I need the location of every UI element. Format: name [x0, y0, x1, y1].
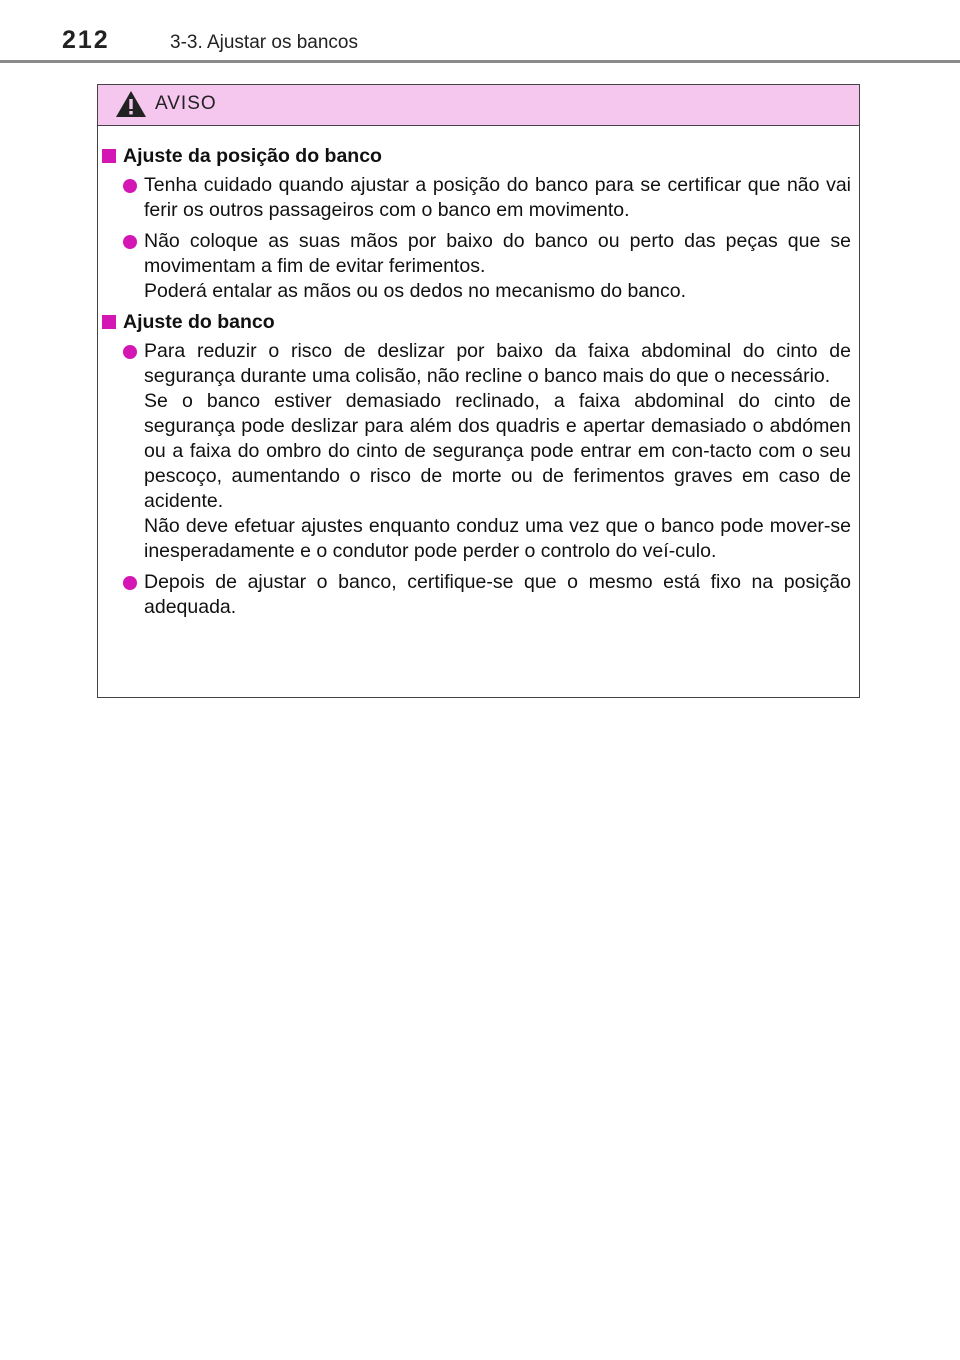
list-item — [98, 173, 851, 223]
page-header — [0, 0, 960, 64]
warning-label: AVISO — [155, 93, 217, 114]
list-item — [98, 339, 851, 564]
section-title: 3-3. Ajustar os bancos — [170, 32, 358, 53]
item-paragraph: Se o banco estiver demasiado reclinado, a faixa abdominal do cinto de segurança pode deslizar para além dos quadris e apertar demasiado o abdómen ou a faixa do ombro do cinto de segurança pode entrar em con-tacto com o seu pescoço, aumentando o risco de morte ou de ferimentos graves em caso de acidente. — [144, 390, 851, 512]
square-bullet-icon — [102, 315, 116, 329]
header-rule — [0, 60, 960, 63]
section-heading — [98, 144, 851, 169]
warning-box — [97, 84, 860, 698]
circle-bullet-icon — [123, 576, 137, 590]
item-paragraph: Poderá entalar as mãos ou os dedos no mecanismo do banco. — [144, 280, 687, 302]
circle-bullet-icon — [123, 235, 137, 249]
section-heading — [98, 310, 851, 335]
warning-body — [98, 126, 859, 620]
item-paragraph: Depois de ajustar o banco, certifique-se que o mesmo está fixo na posição adequada. — [144, 571, 851, 618]
section-heading-text: Ajuste do banco — [123, 311, 275, 333]
list-item — [98, 229, 851, 304]
circle-bullet-icon — [123, 345, 137, 359]
square-bullet-icon — [102, 149, 116, 163]
circle-bullet-icon — [123, 179, 137, 193]
item-paragraph: Não deve efetuar ajustes enquanto conduz uma vez que o banco pode mover-se inesperadamente e o condutor pode perder o controlo do veí-culo. — [144, 515, 851, 562]
page-number: 212 — [62, 26, 110, 54]
section-heading-text: Ajuste da posição do banco — [123, 145, 382, 167]
warning-triangle-icon — [114, 89, 148, 119]
list-item — [98, 570, 851, 620]
item-paragraph: Para reduzir o risco de deslizar por baixo da faixa abdominal do cinto de segurança durante uma colisão, não recline o banco mais do que o necessário. — [144, 340, 851, 387]
warning-section — [98, 144, 851, 304]
warning-section — [98, 310, 851, 620]
warning-header — [98, 85, 859, 126]
item-paragraph: Tenha cuidado quando ajustar a posição do banco para se certificar que não vai ferir os outros passageiros com o banco em movimento. — [144, 174, 851, 221]
item-paragraph: Não coloque as suas mãos por baixo do banco ou perto das peças que se movimentam a fim de evitar ferimentos. — [144, 230, 851, 277]
